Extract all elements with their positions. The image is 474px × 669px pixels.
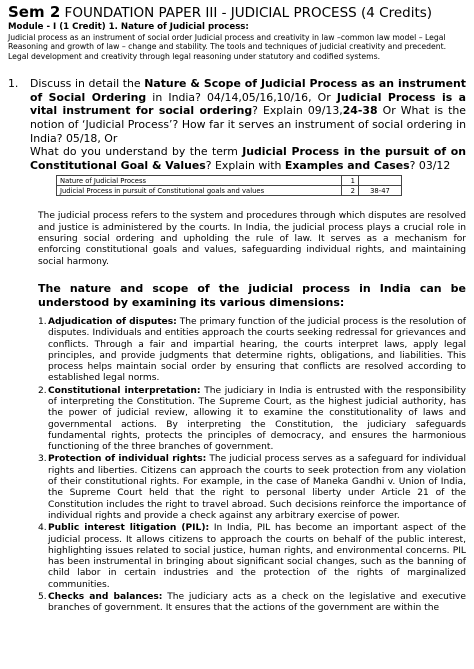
list-item: 1. Adjudication of disputes: The primary function of the judicial process is the resolution of disputes. Individuals and entities approach the courts seeking redressal for grievances and conflicts. Through a fair and impartial hearing, the courts interpret laws, apply legal principles, and provide judgments that determine rights, obligations, and liabilities. This process helps maintain social order by ensuring that conflicts are resolved according to established legal norms. <box>38 316 466 384</box>
intro-paragraph: The judicial process refers to the system and procedures through which disputes are resolved and justice is administered by the courts. In India, the judicial process plays a crucial role in ensuring social ordering and upholding the rule of law. It serves as a mechanism for enforcing constitutional goals and values, safeguarding individual rights, and maintaining social harmony. <box>38 211 466 267</box>
table-cell: 38-47 <box>359 186 402 196</box>
list-item: 3. Protection of individual rights: The judicial process serves as a safeguard for individual rights and liberties. Citizens can approach the courts to seek protection from any violation of their constitutional rights. For example, in the case of Maneka Gandhi v. Union of India, the Supreme Court held that the right to personal liberty under Article 21 of the Constitution includes the right to travel abroad. Such decisions reinforce the importance of individual rights and provide a check against any arbitrary exercise of power. <box>38 454 466 521</box>
table-cell: 2 <box>342 186 359 196</box>
table-row <box>57 186 402 196</box>
question <box>8 77 466 172</box>
table-cell: 1 <box>342 176 359 186</box>
table-cell <box>359 176 402 186</box>
question-text: Discuss in detail the Nature & Scope of Judicial Process as an instrument of Social Ordering in India? 04/14,05/16,10/16, Or Judicial Process is a vital instrument for social ordering? Explain 09/13,24-38 Or What is the notion of ‘Judicial Process’? How far it serves an instrument of social ordering in India? 05/18, Or What do you understand by the term Judicial Process in the pursuit of on Constitutional Goal & Values? Explain with Examples and Cases? 03/12 <box>30 77 466 172</box>
list-item: 5. Checks and balances: The judiciary acts as a check on the legislative and executive branches of government. It ensures that the actions of the government are within the <box>38 592 466 614</box>
table-cell: Judicial Process in pursuit of Constitutional goals and values <box>57 186 342 196</box>
table-cell: Nature of Judicial Process <box>57 176 342 186</box>
list-item: 4. Public interest litigation (PIL): In India, PIL has become an important aspect of the judicial process. It allows citizens to approach the courts on behalf of the public interest, highlighting issues related to social justice, human rights, and environmental concerns. PIL has been instrumental in bringing about significant social changes, such as the banning of child labor in certain industries and the protection of the rights of marginalized communities. <box>38 523 466 590</box>
semester-label: Sem 2 <box>8 3 61 21</box>
table-row <box>57 176 402 186</box>
module-description: Judicial process as an instrument of social order Judicial process and creativity in law –common law model – Legal Reasoning and growth of law – change and stability. The tools and techniques of judicial creativity and precedent. Legal development and creativity through legal reasoning under statutory and codified systems. <box>8 32 447 61</box>
question-number: 1. <box>8 77 19 91</box>
points-list <box>38 317 466 615</box>
module-heading: Module - I (1 Credit) 1. Nature of Judicial process: <box>8 22 249 32</box>
paper-title: FOUNDATION PAPER III - JUDICIAL PROCESS (4 Credits) <box>60 5 433 21</box>
list-item: 2. Constitutional interpretation: The judiciary in India is entrusted with the responsibility of interpreting the Constitution. The Supreme Court, as the highest judicial authority, has the power of judicial review, allowing it to examine the constitutionality of laws and governmental actions. By interpreting the Constitution, the judiciary safeguards fundamental rights, protects the principles of democracy, and ensures the harmonious functioning of the three branches of government. <box>38 385 466 453</box>
page-title <box>8 4 466 21</box>
reference-table <box>56 175 402 196</box>
section-subheading: The nature and scope of the judicial process in India can be understood by examining its various dimensions: <box>38 281 466 309</box>
